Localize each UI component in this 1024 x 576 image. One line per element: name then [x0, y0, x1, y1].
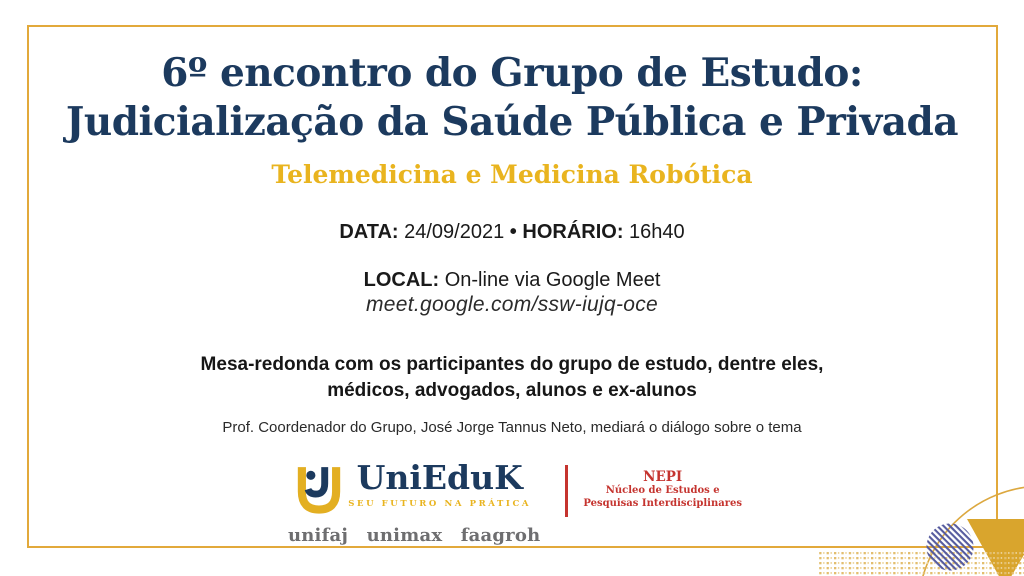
institutions-list — [282, 525, 546, 546]
event-title — [0, 49, 1024, 147]
institution-faagroh: faagroh — [460, 525, 541, 546]
moderator-note: Prof. Coordenador do Grupo, José Jorge Tannus Neto, mediará o diálogo sobre o tema — [222, 419, 802, 436]
unieduk-logo-icon — [297, 465, 341, 520]
decor-hatched-circle — [927, 524, 974, 571]
institution-unifaj: unifaj — [287, 525, 349, 546]
date-value: 24/09/2021 — [404, 221, 505, 243]
date-time-line — [0, 221, 1024, 244]
date-label: DATA: — [339, 221, 399, 243]
time-label: HORÁRIO: — [522, 221, 624, 243]
event-subtitle: Telemedicina e Medicina Robótica — [271, 160, 753, 189]
location-line — [0, 269, 1024, 292]
nepi-acronym: NEPI — [643, 469, 683, 485]
meet-link: meet.google.com/ssw-iujq-oce — [365, 293, 659, 316]
title-line-2: Judicialização da Saúde Pública e Privada — [65, 99, 959, 145]
nepi-desc-line-2: Pesquisas Interdisciplinares — [583, 497, 742, 509]
description-line-1: Mesa-redonda com os participantes do grupo de estudo, dentre eles, — [200, 354, 824, 375]
nepi-block — [583, 470, 742, 510]
brand-name: UniEduK — [356, 458, 523, 497]
separator-bullet: • — [509, 221, 517, 243]
nepi-desc-line-1: Núcleo de Estudos e — [605, 485, 720, 496]
decor-dots — [818, 551, 1024, 576]
location-label: LOCAL: — [363, 269, 440, 291]
brand-tagline: SEU FUTURO NA PRÁTICA — [348, 499, 532, 509]
logo-cluster — [282, 458, 742, 546]
institution-unimax: unimax — [366, 525, 443, 546]
nepi-divider — [565, 465, 568, 517]
description-line-2: médicos, advogados, alunos e ex-alunos — [327, 380, 697, 401]
unieduk-brand-block — [282, 458, 546, 546]
title-line-1: 6º encontro do Grupo de Estudo: — [161, 50, 863, 96]
corner-decoration — [760, 372, 1024, 576]
location-value: On-line via Google Meet — [444, 269, 661, 291]
time-value: 16h40 — [629, 221, 685, 243]
